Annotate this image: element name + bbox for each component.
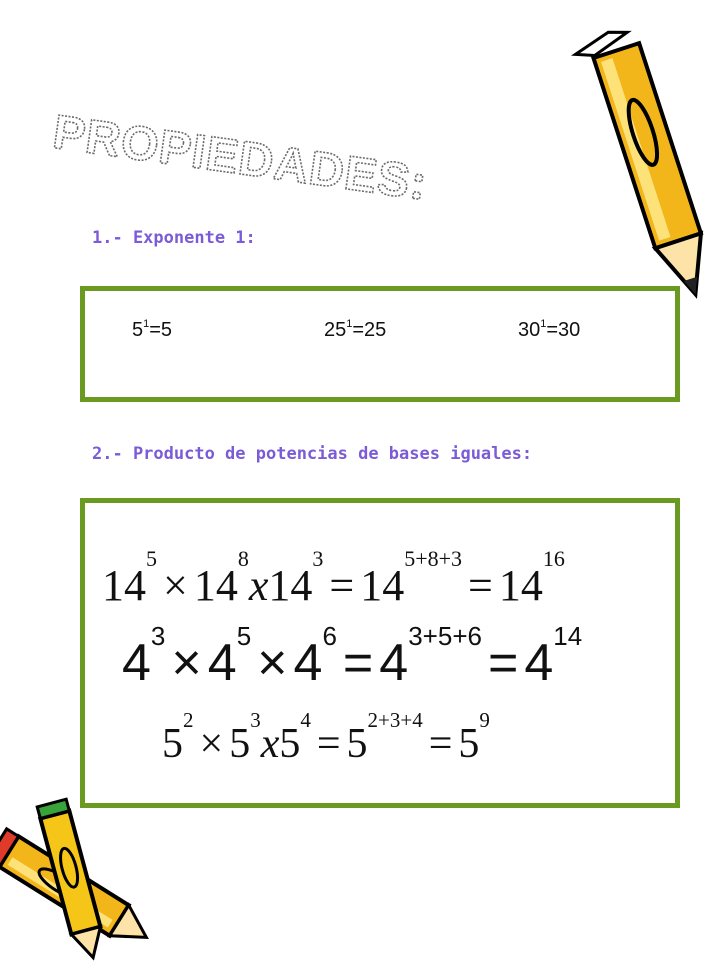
- pencil-top-right-icon: [590, 10, 720, 310]
- example-1: $5^1=5$: [132, 318, 173, 341]
- section1-heading: 1.- Exponente 1:: [92, 228, 256, 248]
- example-3: $30^1=30$: [518, 318, 581, 341]
- exponent-one-box: [80, 286, 680, 402]
- equation-2: $4^3 \times 4^5 \times 4^6 = 4^{3+5+6} = 4^{14}$: [122, 621, 583, 692]
- page-title: [48, 105, 431, 211]
- page-title-text: PROPIEDADES:: [49, 105, 431, 211]
- section2-heading: 2.- Producto de potencias de bases iguales:: [92, 444, 533, 464]
- equation-1: $14^5\times 14^8x14^3= 14^{5+8+3}= 14^{16}$: [102, 546, 565, 610]
- equation-3: $5^2\times 5^3x5^4= 5^{2+3+4}= 5^9$: [162, 708, 490, 767]
- example-2: $25^1=25$: [324, 318, 387, 341]
